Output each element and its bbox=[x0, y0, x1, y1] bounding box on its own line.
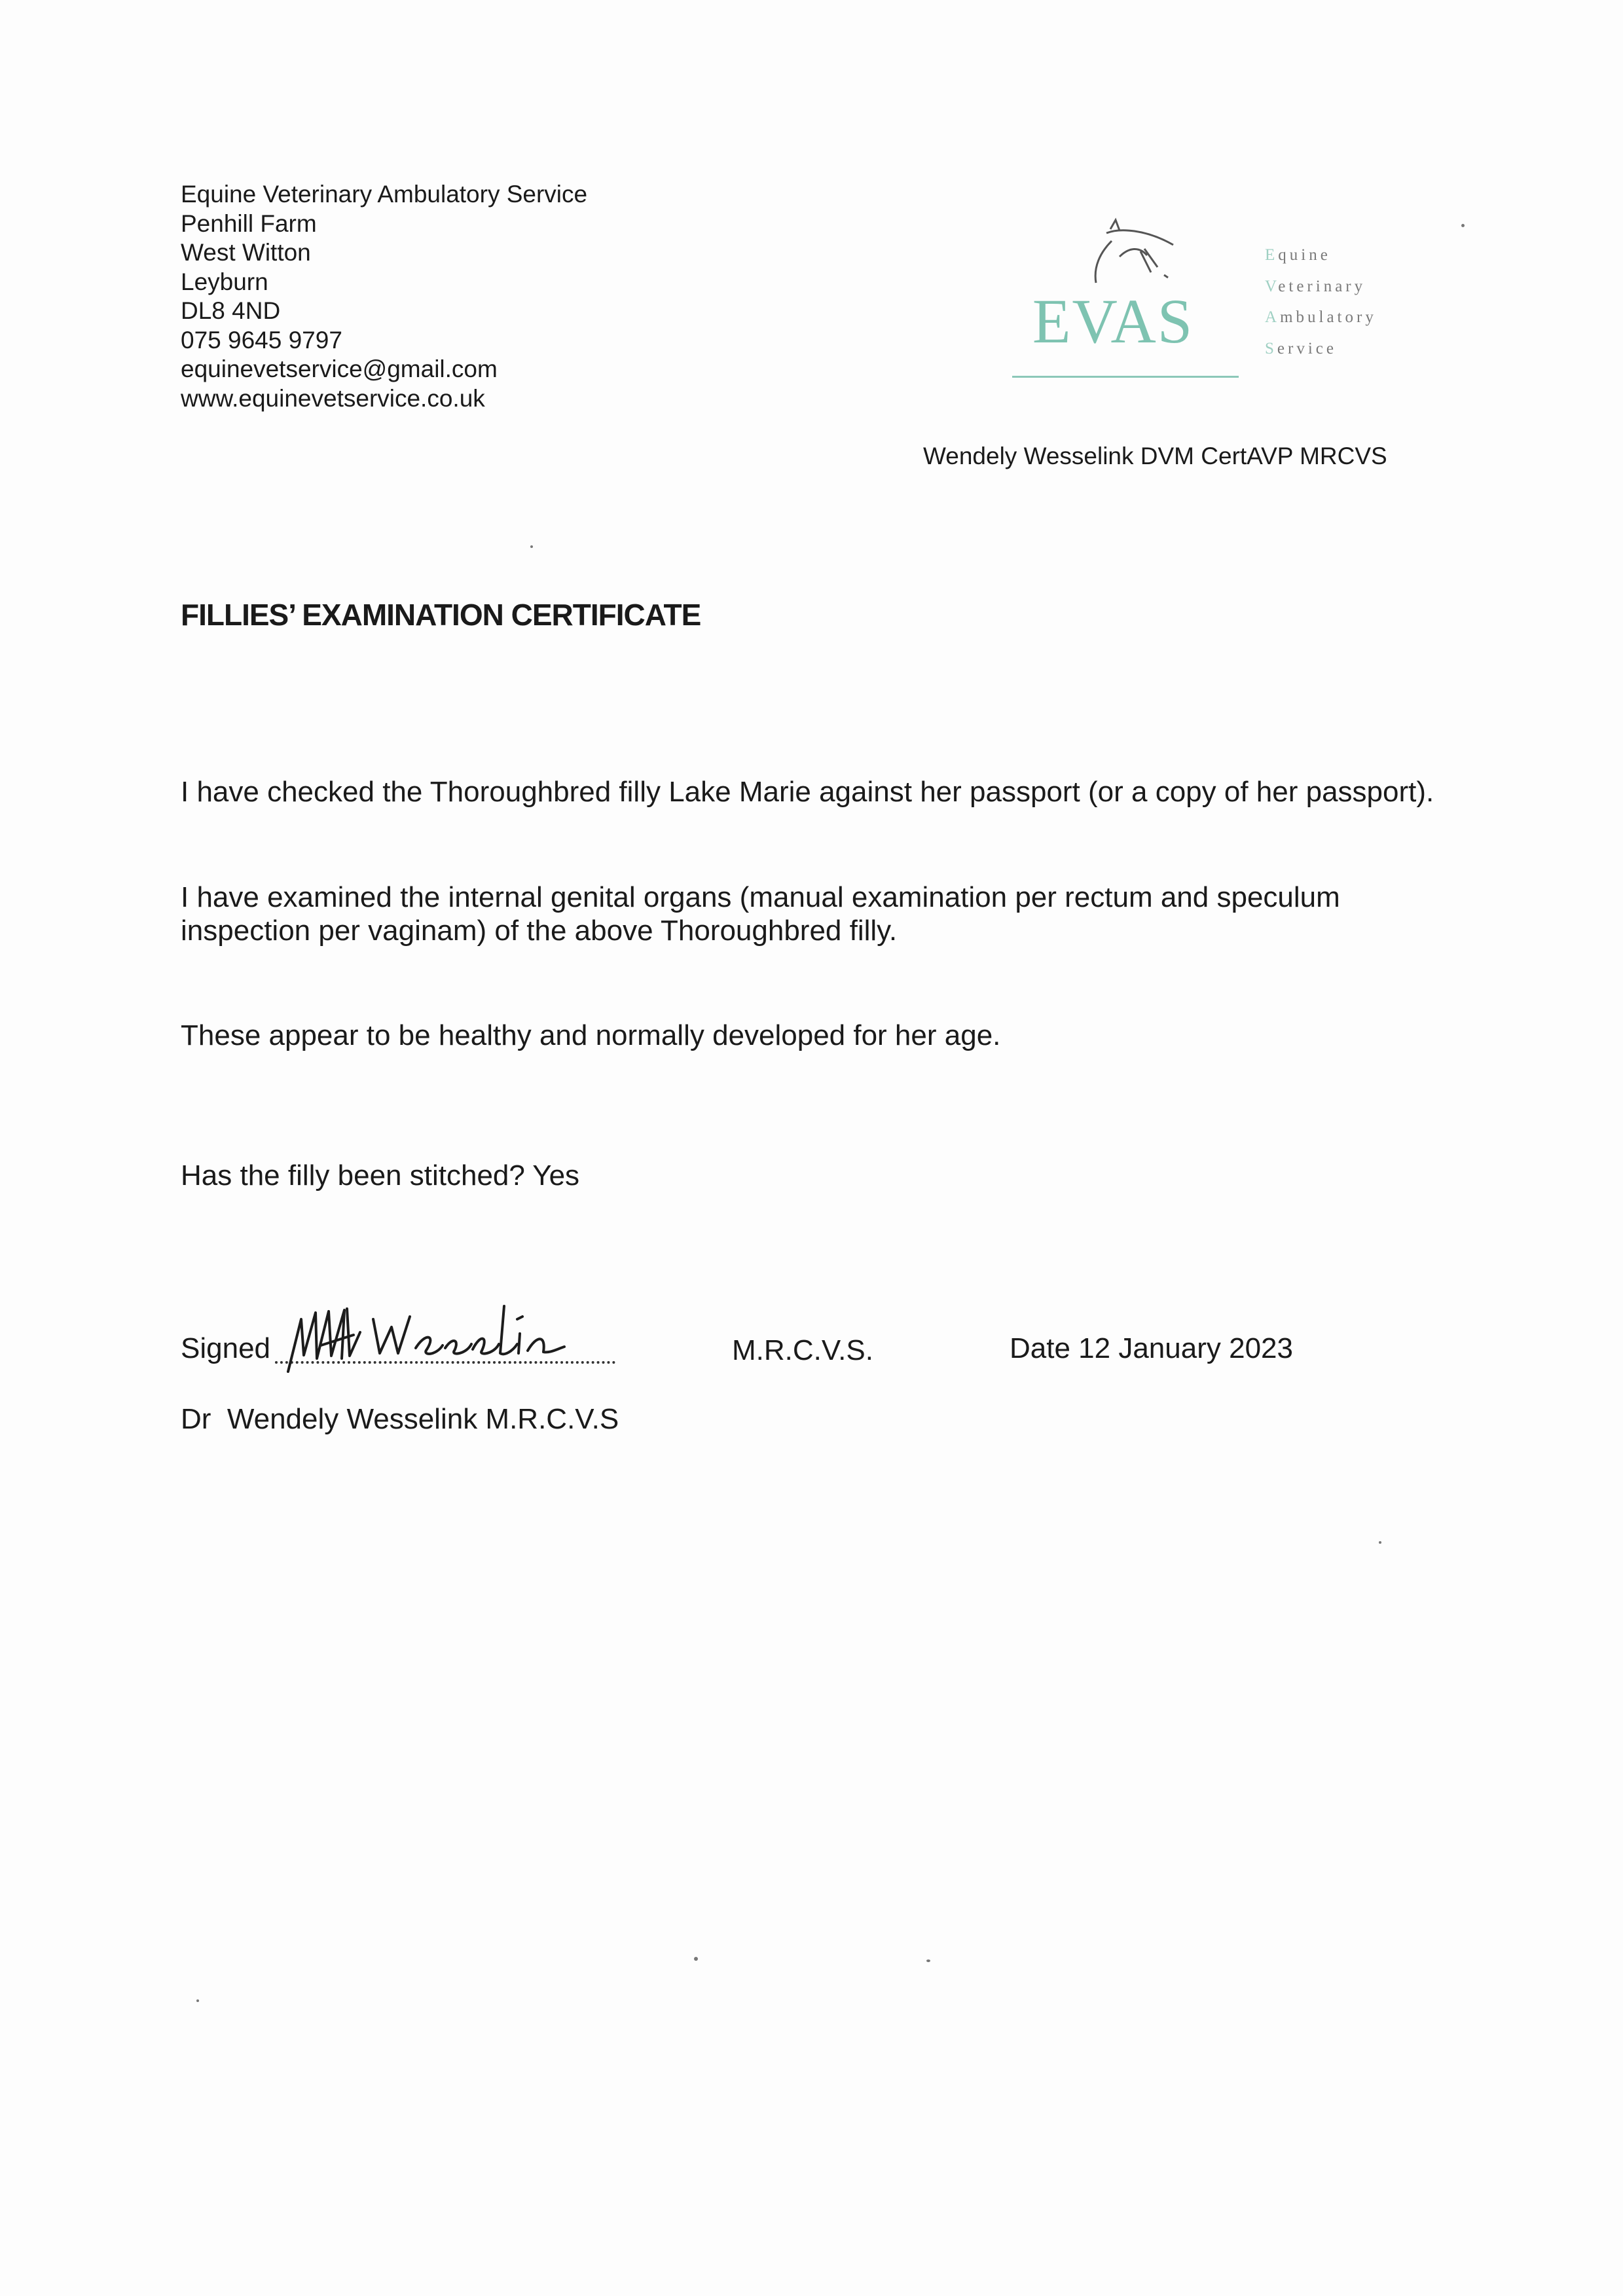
scan-speck bbox=[926, 1959, 930, 1962]
scan-speck bbox=[530, 545, 533, 548]
logo-underline bbox=[1012, 376, 1239, 378]
paragraph-findings: These appear to be healthy and normally developed for her age. bbox=[181, 1019, 1001, 1051]
logo-word: Service bbox=[1265, 339, 1337, 357]
horse-head-icon bbox=[1074, 215, 1205, 293]
signer-name: Dr Wendely Wesselink M.R.C.V.S bbox=[181, 1403, 619, 1435]
address-line: Leyburn bbox=[181, 268, 268, 295]
signed-label: Signed bbox=[181, 1332, 271, 1364]
logo-word: Veterinary bbox=[1265, 277, 1366, 295]
website-url: www.equinevetservice.co.uk bbox=[181, 384, 485, 412]
page-title: FILLIES’ EXAMINATION CERTIFICATE bbox=[181, 598, 701, 632]
vet-credentials: Wendely Wesselink DVM CertAVP MRCVS bbox=[923, 443, 1387, 469]
scan-speck bbox=[196, 1999, 199, 2002]
address-block bbox=[181, 180, 587, 413]
postcode: DL8 4ND bbox=[181, 297, 281, 324]
scan-speck bbox=[1461, 224, 1465, 227]
logo-abbreviation: EVAS bbox=[1032, 286, 1194, 356]
logo-word: Equine bbox=[1265, 246, 1331, 264]
paragraph-passport-check: I have checked the Thoroughbred filly Lake Marie against her passport (or a copy of her passport). bbox=[181, 776, 1434, 808]
practice-name: Equine Veterinary Ambulatory Service bbox=[181, 181, 588, 208]
certificate-date: Date 12 January 2023 bbox=[1010, 1332, 1293, 1364]
scan-speck bbox=[1379, 1541, 1381, 1544]
handwritten-signature bbox=[282, 1293, 622, 1378]
evas-logo bbox=[1008, 208, 1401, 385]
address-line: Penhill Farm bbox=[181, 210, 317, 237]
logo-word: Ambulatory bbox=[1265, 308, 1377, 326]
logo-words bbox=[1265, 240, 1377, 364]
scan-speck bbox=[694, 1957, 698, 1961]
phone-number: 075 9645 9797 bbox=[181, 326, 342, 354]
email-address: equinevetservice@gmail.com bbox=[181, 355, 498, 382]
paragraph-examination: I have examined the internal genital organs (manual examination per rectum and speculum inspection per vaginam) of the above Thoroughbred filly. bbox=[181, 881, 1340, 947]
paragraph-stitched: Has the filly been stitched? Yes bbox=[181, 1159, 580, 1192]
address-line: West Witton bbox=[181, 239, 311, 266]
signer-qualification: M.R.C.V.S. bbox=[732, 1334, 873, 1366]
